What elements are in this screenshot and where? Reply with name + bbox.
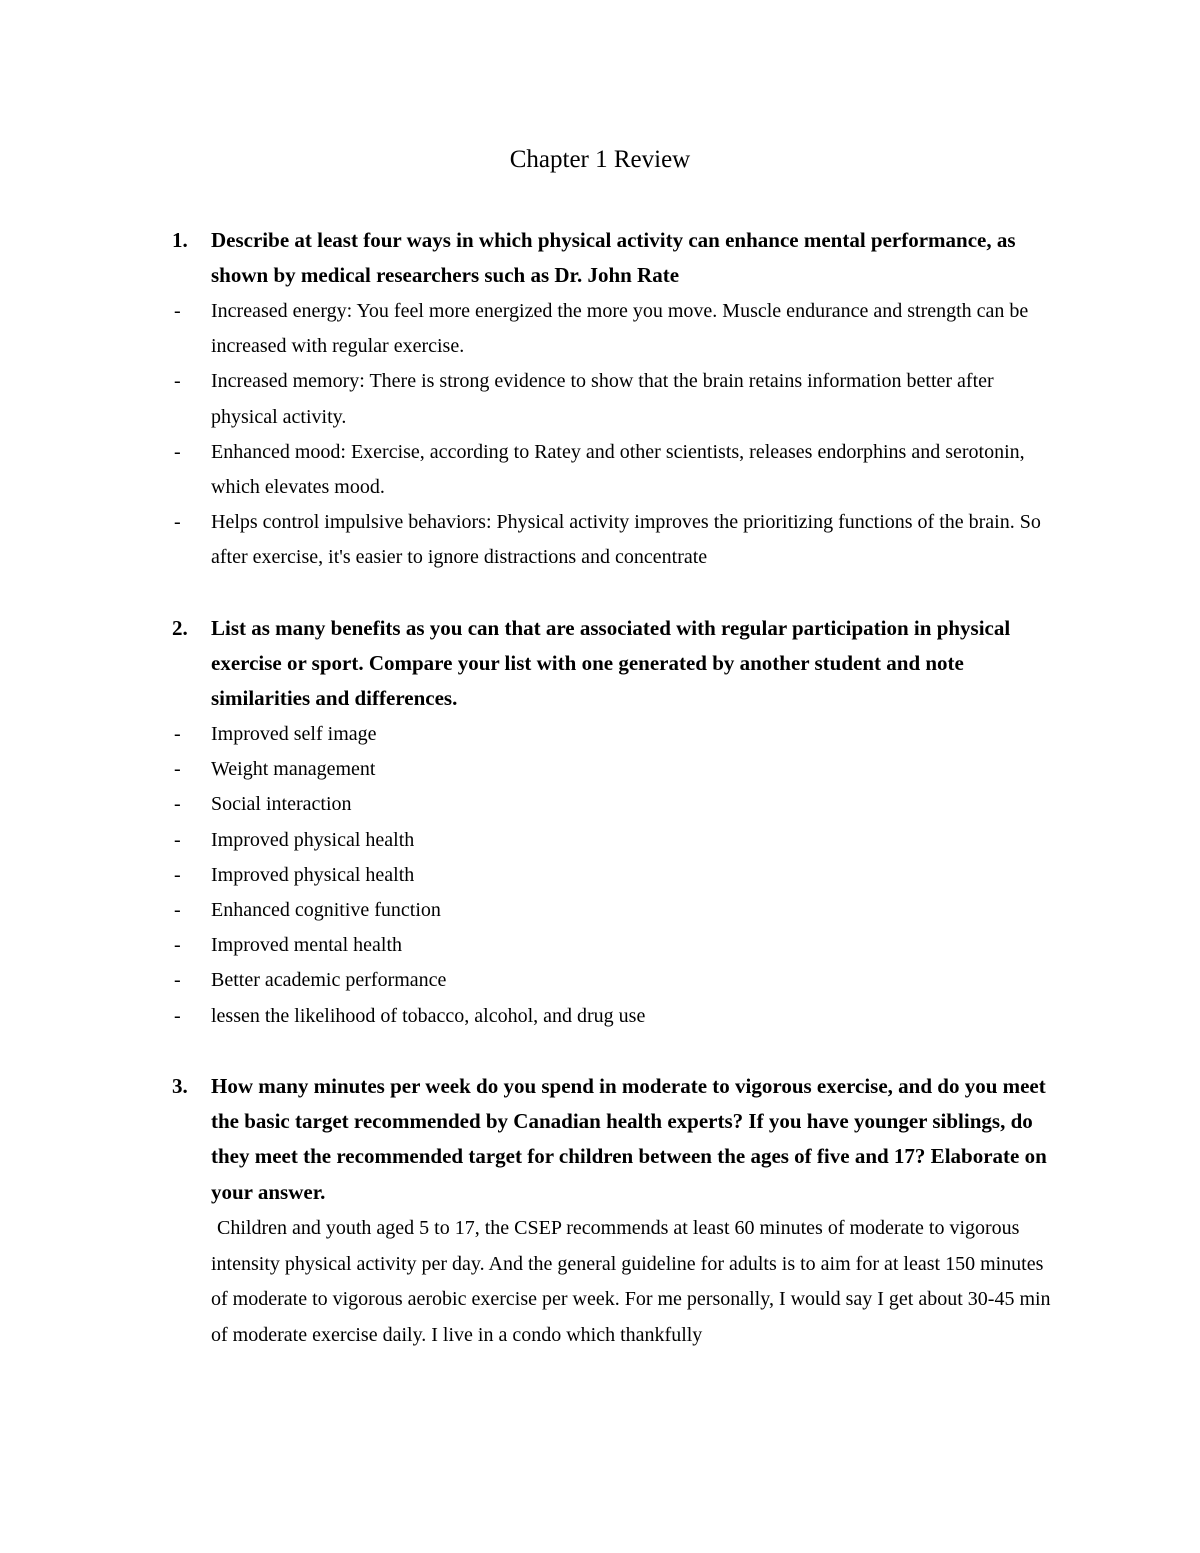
- list-item: - lessen the likelihood of tobacco, alcohol, and drug use: [172, 999, 1062, 1034]
- list-item: - Weight management: [172, 752, 1062, 787]
- bullet-dash: -: [174, 863, 181, 886]
- list-item: - Improved mental health: [172, 928, 1062, 963]
- list-item: - Social interaction: [172, 787, 1062, 822]
- question-number: 2.: [172, 616, 188, 640]
- list-item: - Improved physical health: [172, 858, 1062, 893]
- bullet-dash: -: [174, 934, 181, 957]
- list-item: - Enhanced mood: Exercise, according to Ratey and other scientists, releases endorphins and serotonin, which elevates mood.: [172, 435, 1062, 505]
- bullet-dash: -: [174, 899, 181, 922]
- bullet-dash: -: [174, 511, 181, 534]
- bullet-dash: -: [174, 793, 181, 816]
- question-number: 3.: [172, 1074, 188, 1098]
- answer-paragraph-3: Children and youth aged 5 to 17, the CSEP recommends at least 60 minutes of moderate to vigorous intensity physical activity per day. And the general guideline for adults is to aim for at least 150 minutes of moderate to vigorous aerobic exercise per week. For me personally, I would say I get about 30-45 min of moderate exercise daily. I live in a condo which thankfully: [211, 1217, 1051, 1346]
- bullet-dash: -: [174, 969, 181, 992]
- list-item: - Helps control impulsive behaviors: Physical activity improves the prioritizing functions of the brain. So after exercise, it's easier to ignore distractions and concentrate: [172, 505, 1062, 575]
- bullet-dash: -: [174, 723, 181, 745]
- bullet-dash: -: [174, 440, 181, 463]
- bullet-dash: -: [174, 370, 181, 393]
- question-number: 1.: [172, 228, 188, 252]
- question-1: [172, 223, 1052, 293]
- list-item: - Enhanced cognitive function: [172, 893, 1062, 928]
- bullet-dash: -: [174, 758, 181, 781]
- list-item: - Increased energy: You feel more energized the more you move. Muscle endurance and strength can be increased with regular exercise.: [172, 294, 1062, 364]
- question-text: Describe at least four ways in which physical activity can enhance mental performance, as shown by medical researchers such as Dr. John Rate: [211, 228, 1016, 288]
- page-title: Chapter 1 Review: [509, 146, 691, 173]
- bullet-dash: -: [174, 300, 181, 322]
- bullet-dash: -: [174, 1004, 181, 1027]
- question-text: How many minutes per week do you spend in moderate to vigorous exercise, and do you meet the basic target recommended by Canadian health experts? If you have younger siblings, do they meet the recommended target for children between the ages of five and 17? Elaborate on your answer.: [211, 1074, 1047, 1204]
- question-3: [172, 1069, 1052, 1210]
- question-text: List as many benefits as you can that are associated with regular participation in physical exercise or sport. Compare your list with one generated by another student and note similarities and differences.: [211, 616, 1011, 711]
- list-item: - Better academic performance: [172, 963, 1062, 998]
- list-item: - Improved self image: [172, 717, 1062, 752]
- answer-list-1: [172, 294, 1062, 576]
- answer-list-2: [172, 717, 1062, 1034]
- list-item: - Increased memory: There is strong evidence to show that the brain retains information better after physical activity.: [172, 364, 1062, 434]
- list-item: - Improved physical health: [172, 823, 1062, 858]
- question-2: [172, 611, 1052, 717]
- bullet-dash: -: [174, 828, 181, 851]
